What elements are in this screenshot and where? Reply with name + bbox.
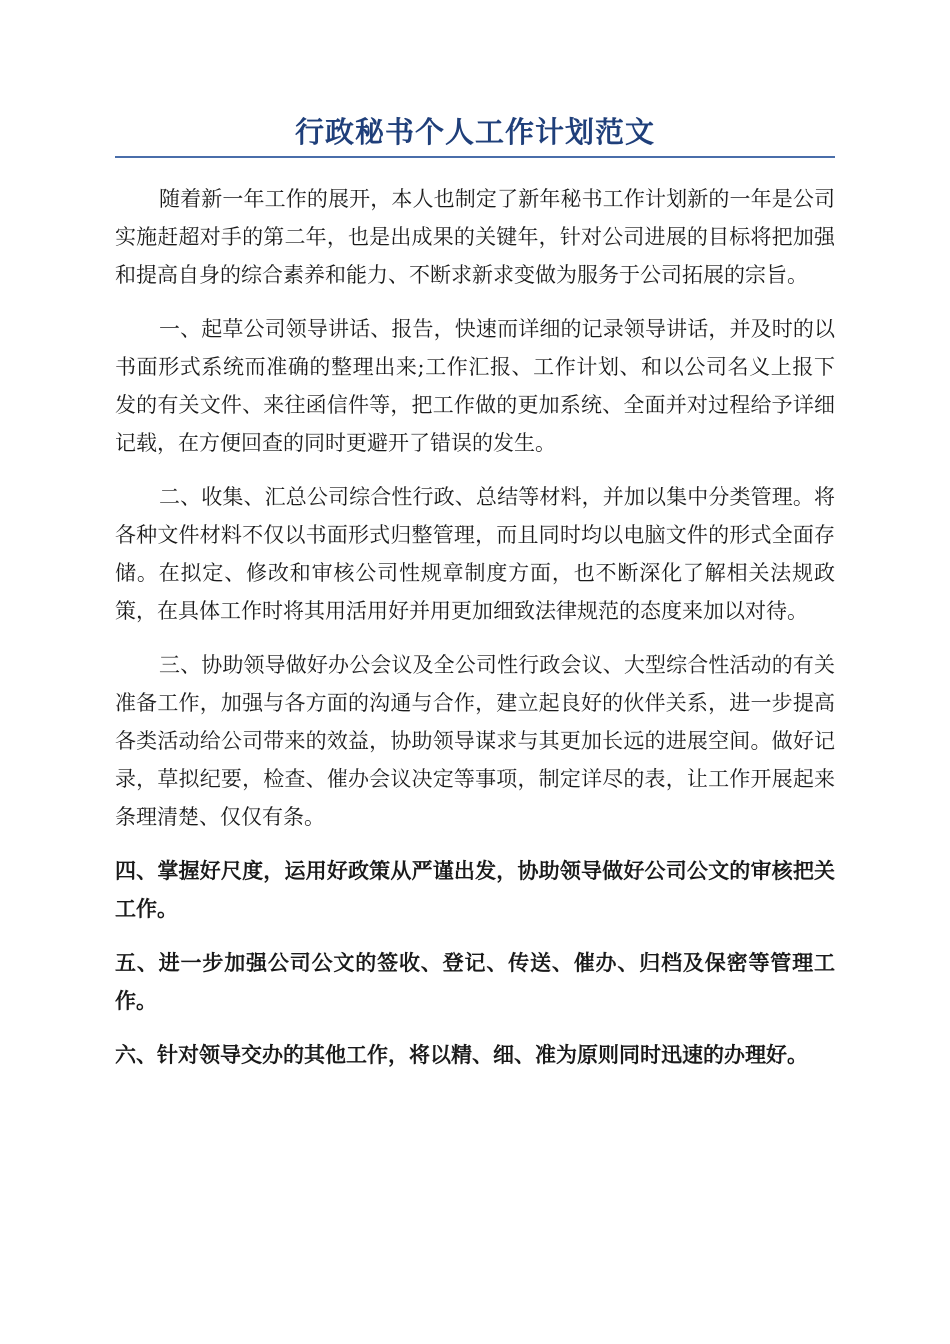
- document-title: 行政秘书个人工作计划范文: [294, 115, 655, 149]
- section-six-bold-item: 六、针对领导交办的其他工作，将以精、细、准为原则同时迅速的办理好。: [115, 1042, 808, 1067]
- intro-paragraph: 随着新一年工作的展开，本人也制定了新年秘书工作计划新的一年是公司实施赶超对手的第二年，也是出成果的关键年，针对公司进展的目标将把加强和提高自身的综合素养和能力、不断求新求变做为服务于公司拓展的宗旨。: [115, 187, 835, 287]
- section-one-paragraph: 一、起草公司领导讲话、报告，快速而详细的记录领导讲话，并及时的以书面形式系统而准确的整理出来;工作汇报、工作计划、和以公司名义上报下发的有关文件、来往函信件等，把工作做的更加系统、全面并对过程给予详细记载，在方便回查的同时更避开了错误的发生。: [115, 317, 835, 455]
- title-underline: [115, 156, 835, 158]
- document-page: [115, 110, 835, 1090]
- section-three-paragraph: 三、协助领导做好办公会议及全公司性行政会议、大型综合性活动的有关准备工作，加强与各方面的沟通与合作，建立起良好的伙伴关系，进一步提高各类活动给公司带来的效益，协助领导谋求与其更加长远的进展空间。做好记录，草拟纪要，检查、催办会议决定等事项，制定详尽的表，让工作开展起来条理清楚、仅仅有条。: [115, 653, 835, 829]
- section-two-paragraph: 二、收集、汇总公司综合性行政、总结等材料，并加以集中分类管理。将各种文件材料不仅以书面形式归整管理，而且同时均以电脑文件的形式全面存储。在拟定、修改和审核公司性规章制度方面，也不断深化了解相关法规政策，在具体工作时将其用活用好并用更加细致法律规范的态度来加以对待。: [115, 485, 835, 623]
- section-four-bold-item: 四、掌握好尺度，运用好政策从严谨出发，协助领导做好公司公文的审核把关工作。: [115, 858, 835, 921]
- section-five-bold-item: 五、进一步加强公司公文的签收、登记、传送、催办、归档及保密等管理工作。: [115, 950, 835, 1013]
